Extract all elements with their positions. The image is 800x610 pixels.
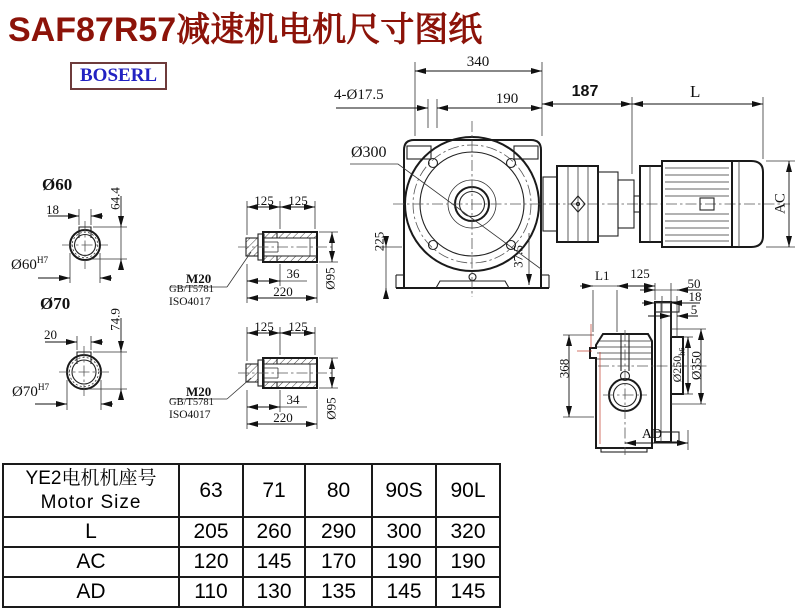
cell-L-90l: 320 <box>436 517 500 547</box>
label-side-l1: L1 <box>595 268 610 283</box>
label-shaft-upper-std2: ISO4017 <box>169 296 211 308</box>
label-shaft-lower-total: 220 <box>273 410 293 425</box>
label-side-spigot <box>671 339 687 391</box>
label-bore60-fit <box>11 257 48 273</box>
label-side-spigot-tol: h6 <box>677 347 687 356</box>
cell-AC-63: 120 <box>179 547 243 577</box>
label-bore70-fit <box>12 384 49 400</box>
label-shaft-lower-d2: 125 <box>288 319 308 334</box>
label-front-holes: 4-Ø17.5 <box>334 87 384 103</box>
table-header-row <box>3 464 500 517</box>
label-bore60-fit-tol: H7 <box>36 256 49 266</box>
brand-logo: BOSERL <box>70 62 167 90</box>
cell-L-90s: 300 <box>372 517 436 547</box>
label-bore70-key-width: 20 <box>44 327 57 342</box>
table-header-col-63: 63 <box>179 464 243 517</box>
cell-AD-71: 130 <box>243 577 305 607</box>
label-front-adapter-length: 187 <box>571 83 599 100</box>
label-front-foot-height: 37.5 <box>510 245 526 268</box>
label-side-dim18: 18 <box>688 289 702 304</box>
row-label-L: L <box>3 517 179 547</box>
motor-size-table <box>2 463 501 608</box>
row-label-AC: AC <box>3 547 179 577</box>
label-side-spigot-dia: Ø250 <box>670 355 685 383</box>
label-bore60-title: Ø60 <box>42 175 73 194</box>
label-shaft-lower-d1: 125 <box>254 319 274 334</box>
label-shaft-upper-thread: M20 <box>186 271 212 286</box>
table-header-col-71: 71 <box>243 464 305 517</box>
cell-AC-80: 170 <box>305 547 372 577</box>
cell-AC-71: 145 <box>243 547 305 577</box>
table-header-motor-size <box>3 464 179 517</box>
cell-L-71: 260 <box>243 517 305 547</box>
label-shaft-lower-std2: ISO4017 <box>169 409 211 421</box>
label-front-width: 340 <box>466 54 490 70</box>
label-shaft-lower-thread: M20 <box>186 384 212 399</box>
label-shaft-lower-std1: GB/T5781 <box>169 397 214 408</box>
label-side-height: 368 <box>556 358 572 379</box>
table-row-AC <box>3 547 500 577</box>
label-side-offset: 125 <box>630 266 650 281</box>
label-shaft-upper-d2: 125 <box>288 193 308 208</box>
table-header-col-90s: 90S <box>372 464 436 517</box>
label-bore70-fit-tol: H7 <box>37 383 50 393</box>
label-front-span: 190 <box>495 91 519 107</box>
label-front-center-height: 225 <box>371 231 387 252</box>
label-shaft-upper-d1: 125 <box>254 193 274 208</box>
label-side-ad: AD <box>641 427 663 442</box>
cell-AC-90l: 190 <box>436 547 500 577</box>
label-shaft-upper-std1: GB/T5781 <box>169 284 214 295</box>
cell-L-80: 290 <box>305 517 372 547</box>
table-header-cn: YE2电机机座号 <box>25 467 157 489</box>
label-bore70-fit-dia: Ø70 <box>12 384 38 400</box>
label-bore60-depth: 64.4 <box>107 187 123 210</box>
table-header-col-90l: 90L <box>436 464 500 517</box>
cell-AD-80: 135 <box>305 577 372 607</box>
label-side-dim50: 50 <box>687 276 701 291</box>
label-side-dim5: 5 <box>690 302 698 317</box>
label-front-flange-dia: Ø300 <box>351 144 387 161</box>
label-shaft-lower-dia: Ø95 <box>323 397 339 420</box>
label-shaft-lower-len: 34 <box>286 392 300 407</box>
page-title: SAF87R57减速机电机尺寸图纸 <box>8 11 483 49</box>
table-header-col-80: 80 <box>305 464 372 517</box>
table-row-AD <box>3 577 500 607</box>
table-header-en: Motor Size <box>40 491 142 513</box>
label-bore60-fit-dia: Ø60 <box>11 257 37 273</box>
label-bore70-depth: 74.9 <box>107 308 123 331</box>
cell-AD-90l: 145 <box>436 577 500 607</box>
cell-AC-90s: 190 <box>372 547 436 577</box>
table-row-L <box>3 517 500 547</box>
label-side-flange-dia: Ø350 <box>688 351 704 380</box>
cell-L-63: 205 <box>179 517 243 547</box>
label-shaft-upper-dia: Ø95 <box>322 267 338 290</box>
label-shaft-upper-total: 220 <box>273 284 293 299</box>
cell-AD-90s: 145 <box>372 577 436 607</box>
label-front-motor-height: AC <box>772 193 789 214</box>
label-bore70-title: Ø70 <box>40 294 71 313</box>
label-bore60-key-width: 18 <box>46 202 59 217</box>
cell-AD-63: 110 <box>179 577 243 607</box>
label-front-motor-length: L <box>690 82 701 101</box>
label-shaft-upper-len: 36 <box>286 266 300 281</box>
row-label-AD: AD <box>3 577 179 607</box>
